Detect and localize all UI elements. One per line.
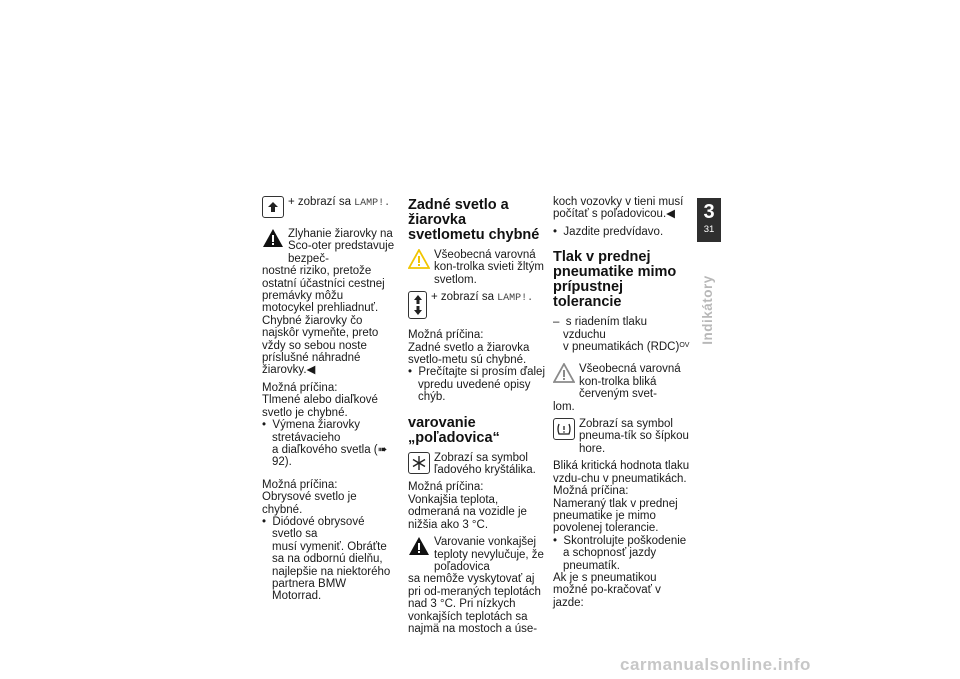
column-3 <box>553 196 691 609</box>
cause-text: Zadné svetlo a žiarovka svetlo-metu sú chybné. <box>408 341 530 367</box>
column-1 <box>262 196 397 603</box>
lamp-display-row <box>262 196 397 218</box>
general-lamp-row <box>408 249 546 286</box>
bulb-failure-warning-lead: Zlyhanie žiarovky na Sco-oter predstavuje bezpeč- <box>288 228 395 265</box>
section-heading: varovanie „poľadovica“ <box>408 414 500 446</box>
cause-label: Možná príčina: <box>408 481 484 494</box>
bullet-check-tire: • Skontrolujte poškodenie <box>553 534 687 547</box>
cause-label: Možná príčina: <box>408 329 484 342</box>
page-reference-link[interactable]: a diaľkového svetla (➠ 92). <box>272 443 388 469</box>
rdc-text: s riadením tlaku vzduchu <box>563 316 647 341</box>
cause-label: Možná príčina: <box>262 381 338 394</box>
lamp-line-prefix: + zobrazí sa <box>431 291 494 304</box>
bullet-text: Diódové obrysové svetlo sa <box>272 515 365 541</box>
end-mark: ◀ <box>306 364 316 377</box>
bullet-text-cont: vpredu uvedené opisy chýb. <box>418 378 531 404</box>
column-2 <box>408 196 546 635</box>
bullet-text-cont: musí vymeniť. Obráťte sa na odbornú dielňu, najlepšie na niektorého partnera BMW Motorrad. <box>272 540 391 603</box>
cause-text: Tlmené alebo diaľkové svetlo je chybné. <box>262 394 378 419</box>
rdc-option-line <box>553 316 691 341</box>
bullet-replace-led: • Diódové obrysové svetlo sa <box>262 515 365 541</box>
red-lamp-text-rest: lom. <box>553 400 575 413</box>
side-label <box>693 265 723 355</box>
ice-symbol-text: Zobrazí sa symbol ľadového kryštálika. <box>434 451 536 477</box>
up-down-arrow-icon <box>408 291 427 319</box>
lamp-code: LAMP!. <box>354 198 391 209</box>
snowflake-icon <box>408 452 430 474</box>
lamp-display-row <box>408 291 546 319</box>
tire-pressure-icon <box>553 418 575 440</box>
continued-text: koch vozovky v tieni musí počítať s poľadovicou. <box>553 196 684 221</box>
up-arrow-lamp-icon <box>262 196 284 218</box>
page-number: 31 <box>703 224 715 235</box>
ice-warning-row <box>408 536 546 573</box>
rdc-superscript: OV <box>679 342 690 350</box>
red-lamp-row <box>553 363 691 400</box>
yellow-warning-triangle-icon <box>408 249 430 272</box>
ice-warning-lead: Varovanie vonkajšej teploty nevylučuje, že poľadovica <box>434 536 544 573</box>
warning-triangle-icon <box>408 536 430 559</box>
side-label-text: Indikátory <box>699 275 715 345</box>
cause-text: Vonkajšia teplota, odmeraná na vozidle je nižšia ako 3 °C. <box>408 493 527 531</box>
bulb-failure-advice: Chybné žiarovky čo najskôr vymeňte, preto vždy so sebou noste príslušné náhradné žiarovky. <box>262 314 379 377</box>
bullet-text: Skontrolujte poškodenie <box>563 534 687 547</box>
cause-text: Nameraný tlak v prednej pneumatike je mimo povolenej tolerancie. <box>553 497 678 535</box>
red-lamp-text: Všeobecná varovná kon-trolka bliká červeným svet- <box>579 363 681 401</box>
bullet-read-descriptions: • Prečítajte si prosím ďalej <box>408 366 546 379</box>
lamp-line-prefix: + zobrazí sa <box>288 196 351 208</box>
section-heading: Tlak v prednej pneumatike mimo prípustnej tolerancie <box>553 249 677 311</box>
warning-triangle-icon <box>262 228 284 251</box>
bullet-text: Prečítajte si prosím ďalej <box>418 366 546 379</box>
lamp-code: LAMP!. <box>497 293 534 305</box>
rdc-text-cont: v pneumatikách (RDC) <box>563 341 680 354</box>
chapter-tab <box>697 198 721 242</box>
bullet-drive-carefully: • Jazdite predvídavo. <box>553 225 664 238</box>
cause-text: Obrysové svetlo je chybné. <box>262 491 357 516</box>
tire-symbol-row <box>553 418 691 455</box>
ice-symbol-row <box>408 452 546 477</box>
chapter-number: 3 <box>703 201 715 223</box>
general-lamp-text: Všeobecná varovná kon-trolka svieti žltým svetlom. <box>434 249 544 286</box>
watermark: carmanualsonline.info <box>620 654 811 674</box>
continue-text: Ak je s pneumatikou možné po-kračovať v jazde: <box>553 571 661 609</box>
cause-label: Možná príčina: <box>553 485 629 498</box>
cause-label: Možná príčina: <box>262 478 338 491</box>
bullet-text: Jazdite predvídavo. <box>563 225 664 238</box>
tire-symbol-text: Zobrazí sa symbol pneuma-tík so šípkou hore. <box>579 418 689 455</box>
bullet-text-cont: a schopnosť jazdy pneumatík. <box>563 547 657 572</box>
ice-warning-rest: sa nemôže vyskytovať aj pri od-meraných teplotách nad 3 °C. Pri nízkych vonkajších teplotách sa najmä na mostoch a úse- <box>408 573 541 635</box>
blink-text: Bliká kritická hodnota tlaku vzdu-chu v pneumatikách. <box>553 460 690 485</box>
end-mark: ◀ <box>666 208 676 221</box>
bullet-replace-bulb: • Výmena žiarovky stretávacieho <box>262 419 360 444</box>
bullet-text: Výmena žiarovky stretávacieho <box>272 419 360 444</box>
red-warning-triangle-icon <box>553 363 575 386</box>
rdc-option-cont <box>553 341 691 353</box>
bulb-failure-warning-rest: nostné riziko, pretože ostatní účastníci cestnej premávky môžu motocykel prehliadnuť. <box>262 265 385 315</box>
dash: – <box>553 316 560 329</box>
safety-warning-row <box>262 228 397 265</box>
section-heading: Zadné svetlo a žiarovka svetlometu chybné <box>408 197 540 243</box>
